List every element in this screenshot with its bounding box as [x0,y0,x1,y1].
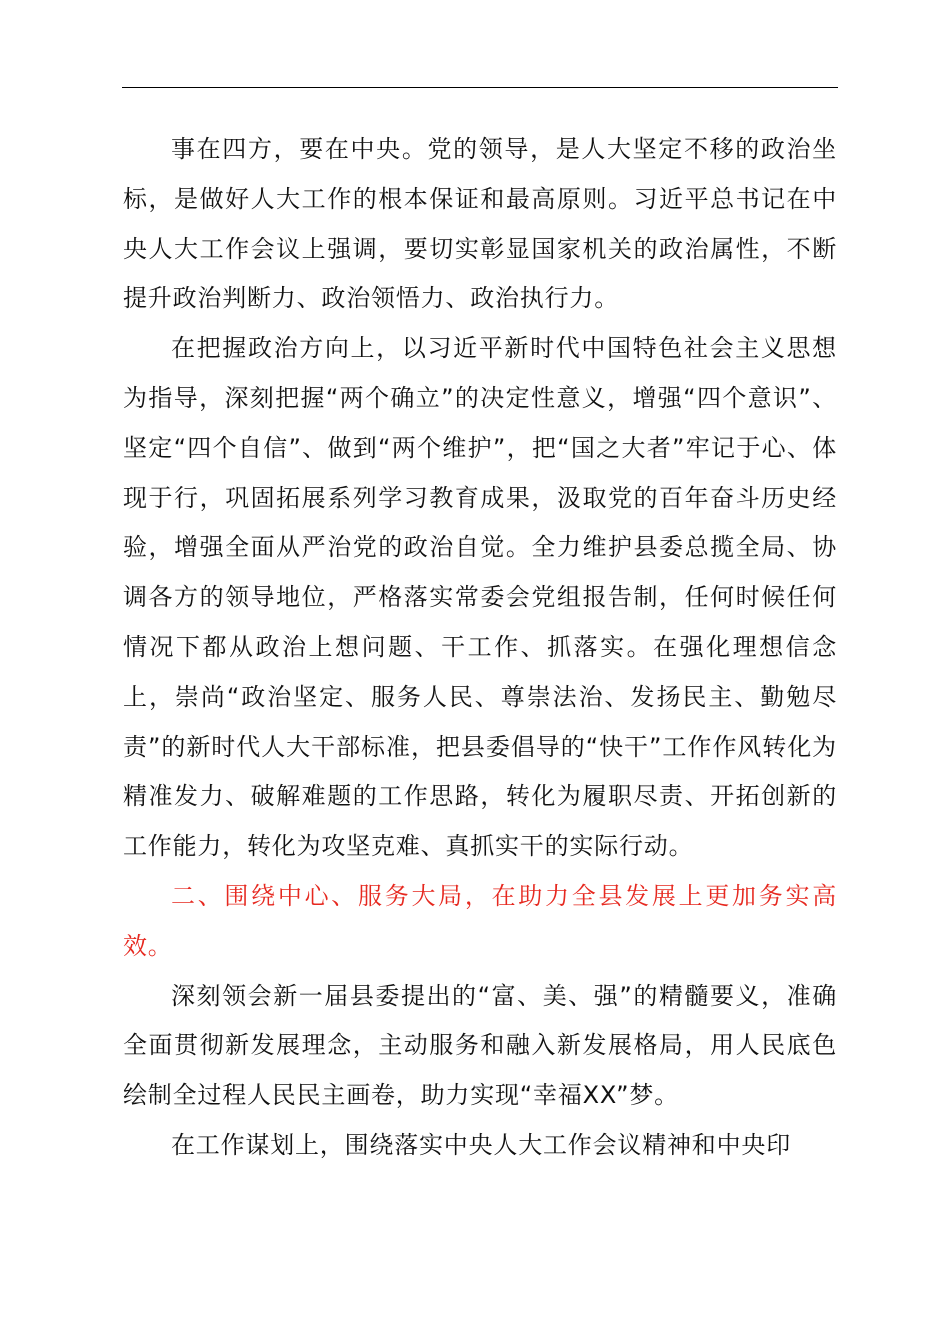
paragraph-party-leadership: 事在四方，要在中央。党的领导，是人大坚定不移的政治坐标，是做好人大工作的根本保证和最高原则。习近平总书记在中央人大工作会议上强调，要切实彰显国家机关的政治属性，不断提升政治判断力、政治领悟力、政治执行力。 [123,135,837,313]
header-rule [122,87,838,88]
paragraph-county-goals: 深刻领会新一届县委提出的“富、美、强”的精髓要义，准确全面贯彻新发展理念，主动服务和融入新发展格局，用人民底色绘制全过程人民民主画卷，助力实现“幸福XX”梦。 [123,981,837,1110]
paragraph-political-direction: 在把握政治方向上，以习近平新时代中国特色社会主义思想为指导，深刻把握“两个确立”的决定性意义，增强“四个意识”、坚定“四个自信”、做到“两个维护”，把“国之大者”牢记于心、体现于行，巩固拓展系列学习教育成果，汲取党的百年奋斗历史经验，增强全面从严治党的政治自觉。全力维护县委总揽全局、协调各方的领导地位，严格落实常委会党组报告制，任何时候任何情况下都从政治上想问题、干工作、抓落实。在强化理想信念上，崇尚“政治坚定、服务人民、尊崇法治、发扬民主、勤勉尽责”的新时代人大干部标准，把县委倡导的“快干”工作作风转化为精准发力、破解难题的工作思路，转化为履职尽责、开拓创新的工作能力，转化为攻坚克难、真抓实干的实际行动。 [123,334,837,861]
document-body [123,125,837,1171]
paragraph-work-planning: 在工作谋划上，围绕落实中央人大工作会议精神和中央印 [171,1130,791,1159]
section-heading-2: 二、围绕中心、服务大局，在助力全县发展上更加务实高效。 [123,881,837,960]
